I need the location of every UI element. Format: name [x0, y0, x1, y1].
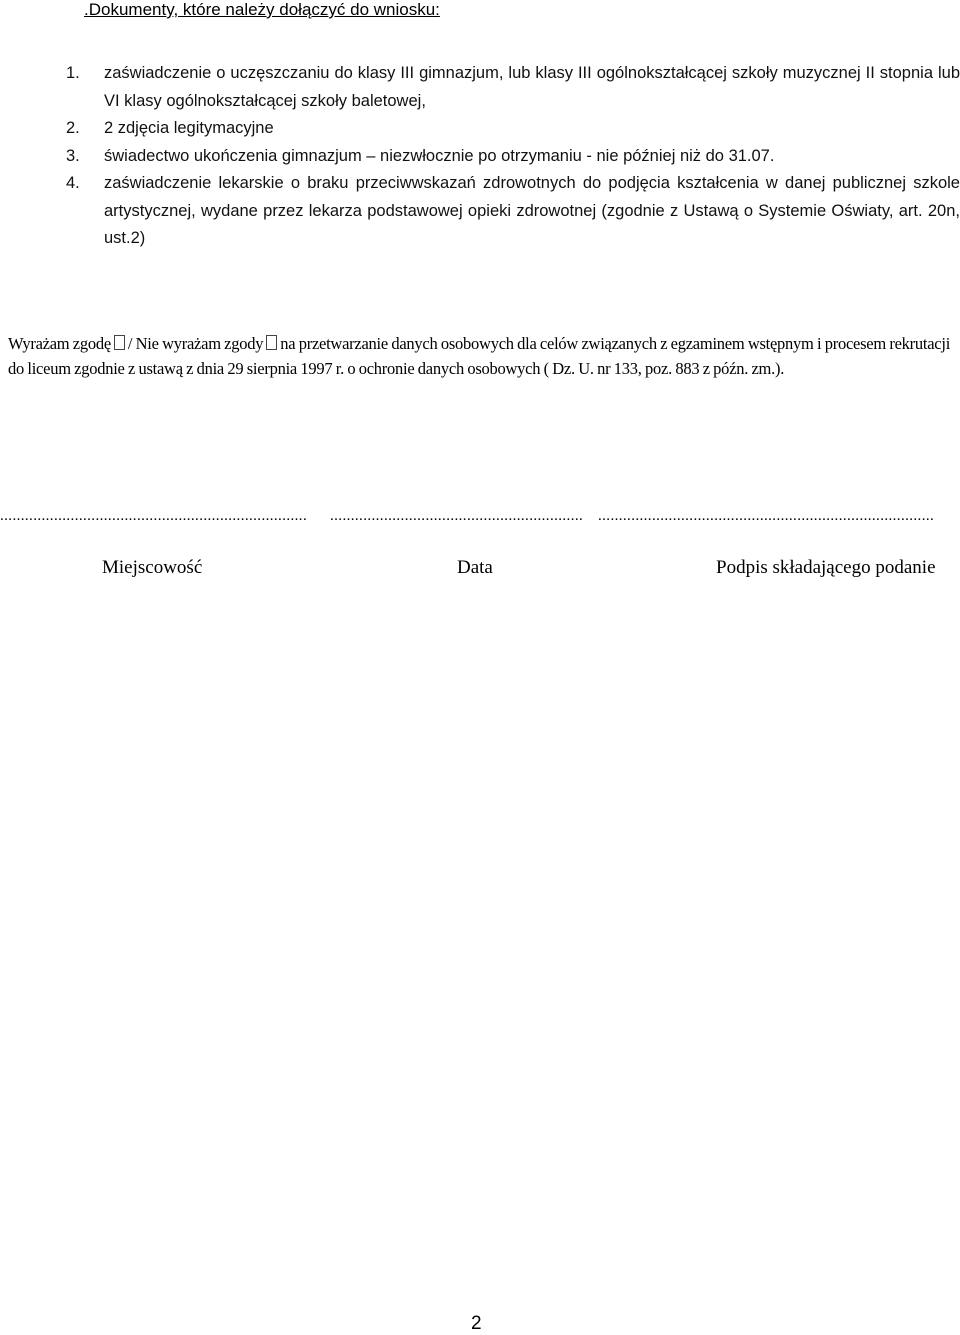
place-field-line[interactable]: ..........................................................................	[0, 508, 308, 524]
list-item-number: 3.	[66, 146, 80, 165]
data-processing-consent	[8, 332, 960, 381]
list-item-number: 1.	[66, 64, 80, 82]
page-number: 2	[471, 1313, 482, 1334]
list-item	[66, 115, 960, 143]
list-item	[66, 170, 960, 253]
list-item-number: 2.	[66, 119, 80, 137]
list-item-text: 2 zdjęcia legitymacyjne	[104, 119, 274, 137]
consent-agree-label: Wyrażam zgodę	[8, 334, 111, 353]
place-label: Miejscowość	[102, 557, 203, 578]
date-label: Data	[457, 557, 493, 578]
consent-agree-checkbox[interactable]	[114, 335, 125, 350]
attachments-heading: .Dokumenty, które należy dołączyć do wniosku:	[84, 0, 440, 19]
consent-disagree-checkbox[interactable]	[266, 335, 277, 350]
signature-field-line[interactable]: .................................................................................	[598, 508, 935, 524]
list-item-text: świadectwo ukończenia gimnazjum – niezwłocznie po otrzymaniu - nie później niż do 31.07.	[104, 146, 775, 165]
list-item-text: zaświadczenie o uczęszczaniu do klasy III gimnazjum, lub klasy III ogólnokształcącej szkoły muzycznej II stopnia lub VI klasy ogólnokształcącej szkoły baletowej,	[104, 64, 960, 110]
list-item-number: 4.	[66, 174, 80, 192]
list-item-text: zaświadczenie lekarskie o braku przeciwwskazań zdrowotnych do podjęcia kształcenia w danej publicznej szkole artystycznej, wydane przez lekarza podstawowej opieki zdrowotnej (zgodnie z Ustawą o Systemie Oświaty, art. 20n, ust.2)	[104, 174, 960, 247]
consent-text: na przetwarzanie danych osobowych dla celów związanych z egzaminem wstępnym i procesem rekrutacji do liceum zgodnie z ustawą z dnia 29 sierpnia 1997 r. o ochronie danych osobowych ( Dz. U. nr 133, poz. 883 z późn. zm.).	[8, 334, 951, 378]
required-documents-list	[66, 60, 960, 253]
date-field-line[interactable]: .............................................................	[330, 508, 584, 524]
list-item	[66, 60, 960, 115]
consent-disagree-label: Nie wyrażam zgody	[135, 334, 264, 353]
consent-separator: /	[127, 334, 133, 353]
signature-label: Podpis składającego podanie	[716, 557, 936, 578]
list-item	[66, 143, 960, 171]
